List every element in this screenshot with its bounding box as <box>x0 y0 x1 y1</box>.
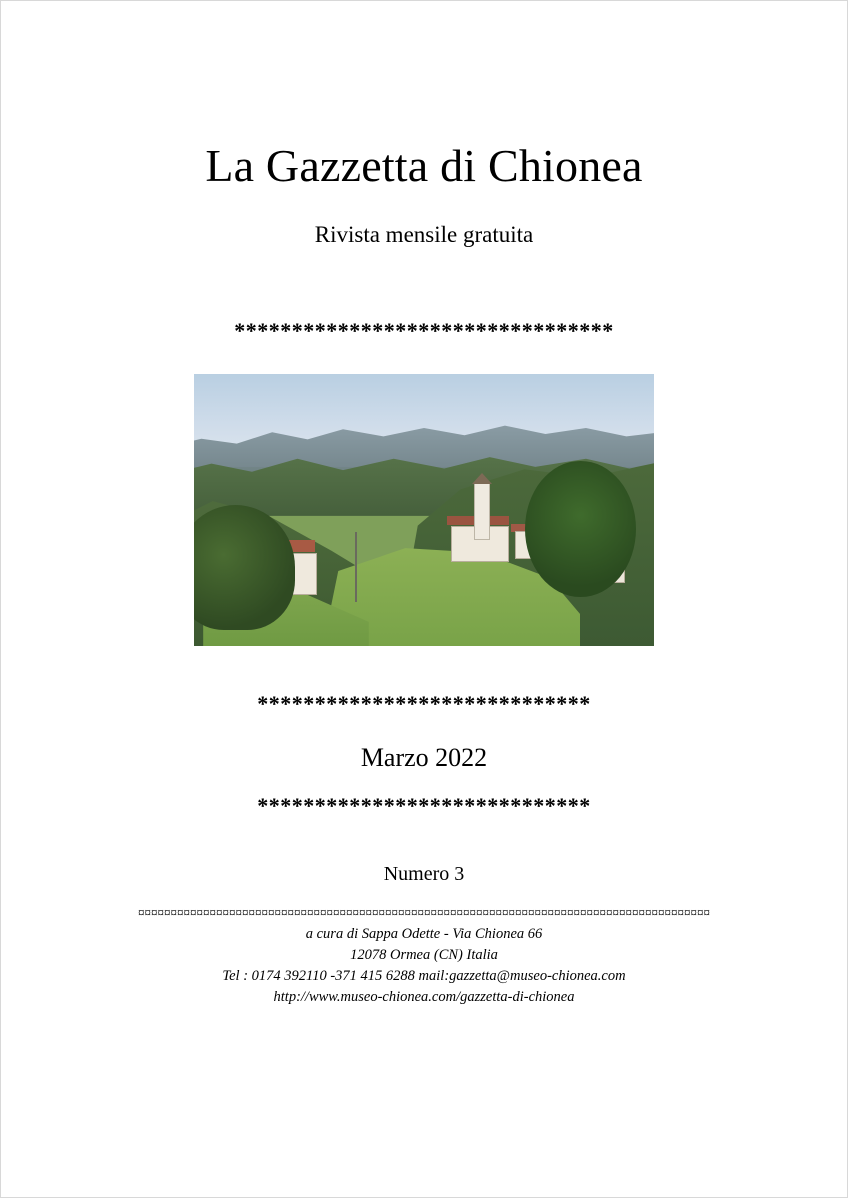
cover-photo-container <box>1 374 847 651</box>
page-subtitle: Rivista mensile gratuita <box>314 222 534 248</box>
footer-line-editor: a cura di Sappa Odette - Via Chionea 66 <box>305 926 543 943</box>
separator-top: ********************************* <box>234 318 614 344</box>
photo-church-tower <box>475 483 489 539</box>
footer-line-address: 12078 Ormea (CN) Italia <box>350 947 498 964</box>
issue-date: Marzo 2022 <box>360 743 488 773</box>
separator-bottom: ***************************** <box>257 793 591 819</box>
photo-utility-pole <box>355 532 357 602</box>
footer-line-website: http://www.museo-chionea.com/gazzetta-di-chionea <box>273 989 575 1006</box>
footer-divider: ¤¤¤¤¤¤¤¤¤¤¤¤¤¤¤¤¤¤¤¤¤¤¤¤¤¤¤¤¤¤¤¤¤¤¤¤¤¤¤¤¤¤¤¤¤¤¤¤¤¤¤¤¤¤¤¤¤¤¤¤¤¤¤¤¤¤¤¤¤¤¤¤¤¤¤¤¤¤¤¤¤¤¤¤¤¤¤¤ <box>138 908 710 919</box>
page-title: La Gazzetta di Chionea <box>205 140 643 191</box>
footer-block <box>1 924 847 1008</box>
photo-foreground-tree <box>525 461 635 597</box>
issue-number: Numero 3 <box>383 863 465 886</box>
cover-photo <box>194 374 654 646</box>
separator-middle: ***************************** <box>257 691 591 717</box>
footer-line-contact: Tel : 0174 392110 -371 415 6288 mail:gazzetta@museo-chionea.com <box>222 968 626 985</box>
cover-content <box>1 1 847 1008</box>
